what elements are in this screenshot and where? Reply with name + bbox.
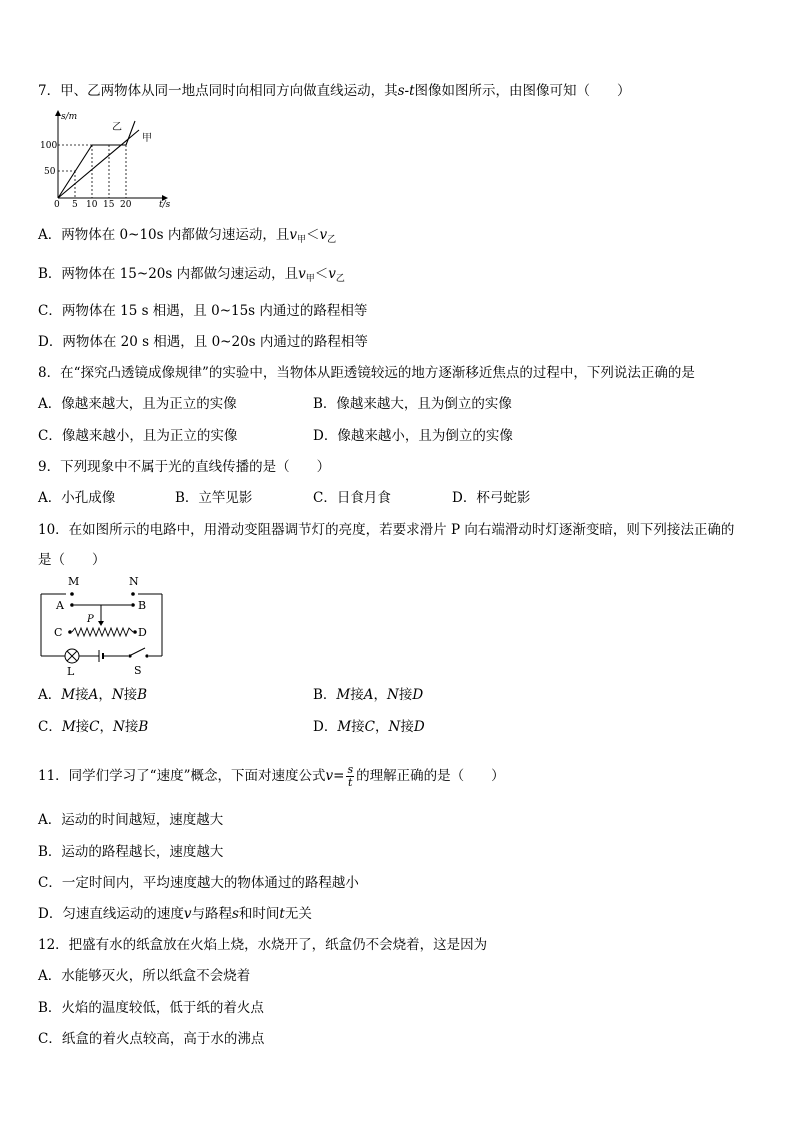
q11-option-b: B．运动的路程越长，速度越大 <box>38 844 224 860</box>
q11-stem: 11．同学们学习了“速度”概念，下面对速度公式v= $\frac{s}{t}$ 的理解正确的是（ ） <box>38 763 505 789</box>
label-yi: 乙 <box>112 122 122 133</box>
q10-stem-line1: 10．在如图所示的电路中，用滑动变阻器调节灯的亮度，若要求滑片 P 向右端滑动时灯逐渐变暗，则下列接法正确的 <box>38 522 735 538</box>
label-jia: 甲 <box>142 133 152 144</box>
svg-text:S: S <box>134 664 142 677</box>
q11-option-c: C．一定时间内，平均速度越大的物体通过的路程越小 <box>38 875 359 891</box>
switch-icon <box>131 648 145 655</box>
svg-text:C: C <box>54 626 63 639</box>
q10-option-a: A．M接A，N接B <box>38 687 148 703</box>
yi-line <box>58 145 92 198</box>
q12-stem: 12．把盛有水的纸盒放在火焰上烧，水烧开了，纸盒仍不会烧着，这是因为 <box>38 937 488 953</box>
x-tick-20: 20 <box>120 200 132 208</box>
q10-stem-line2: 是（ ） <box>38 552 106 568</box>
y-axis-label: s/m <box>61 112 78 122</box>
svg-text:A: A <box>56 599 64 612</box>
q8-option-b: B．像越来越大，且为倒立的实像 <box>313 396 512 412</box>
x-tick-15: 15 <box>103 200 115 208</box>
x-axis-label: t/s <box>159 200 171 208</box>
y-tick-100: 100 <box>40 141 58 151</box>
q7-st-graph <box>38 108 178 208</box>
q8-option-c: C．像越来越小，且为正立的实像 <box>38 428 238 444</box>
q12-option-a: A．水能够灭火，所以纸盒不会烧着 <box>38 968 251 984</box>
q9-option-a: A．小孔成像 <box>38 490 116 506</box>
y-tick-50: 50 <box>44 167 56 177</box>
q7-option-a: A．两物体在 0~10s 内都做匀速运动，且$v_甲<v_乙$ <box>38 227 337 245</box>
q9-option-c: C．日食月食 <box>313 490 391 506</box>
x-tick-5: 5 <box>72 200 78 208</box>
jia-line <box>58 130 139 198</box>
q11-option-a: A．运动的时间越短，速度越大 <box>38 812 224 828</box>
q7-stem: 7．甲、乙两物体从同一地点同时向相同方向做直线运动，其s-t图像如图所示，由图像可知（ ） <box>38 83 631 99</box>
speed-formula-fraction: $\frac{s}{t}$ <box>347 763 354 789</box>
svg-text:L: L <box>67 665 75 678</box>
q9-option-b: B．立竿见影 <box>175 490 253 506</box>
q7-option-d: D．两物体在 20 s 相遇，且 0~20s 内通过的路程相等 <box>38 334 368 350</box>
q8-stem: 8．在“探究凸透镜成像规律”的实验中，当物体从距透镜较远的地方逐渐移近焦点的过程中，下列说法正确的是 <box>38 365 695 381</box>
svg-text:B: B <box>138 599 147 612</box>
svg-text:D: D <box>138 626 147 639</box>
q7-option-c: C．两物体在 15 s 相遇，且 0~15s 内通过的路程相等 <box>38 303 368 319</box>
svg-text:N: N <box>129 575 139 588</box>
q10-option-b: B．M接A，N接D <box>313 687 424 703</box>
x-tick-0: 0 <box>54 200 60 208</box>
x-tick-10: 10 <box>86 200 98 208</box>
q11-option-d: D．匀速直线运动的速度v与路程s和时间t无关 <box>38 906 312 922</box>
q8-option-a: A．像越来越大，且为正立的实像 <box>38 396 237 412</box>
q10-option-d: D．M接C，N接D <box>313 719 425 735</box>
svg-text:P: P <box>87 614 94 625</box>
q7-option-b: B．两物体在 15~20s 内都做匀速运动，且$v_甲<v_乙$ <box>38 266 345 284</box>
q9-stem: 9．下列现象中不属于光的直线传播的是（ ） <box>38 459 331 475</box>
q9-option-d: D．杯弓蛇影 <box>452 490 531 506</box>
q10-option-c: C．M接C，N接B <box>38 719 149 735</box>
q12-option-b: B．火焰的温度较低，低于纸的着火点 <box>38 1000 264 1016</box>
q10-circuit-diagram <box>38 574 168 680</box>
svg-text:M: M <box>68 575 80 588</box>
q12-option-c: C．纸盒的着火点较高，高于水的沸点 <box>38 1031 265 1047</box>
q8-option-d: D．像越来越小，且为倒立的实像 <box>313 428 513 444</box>
